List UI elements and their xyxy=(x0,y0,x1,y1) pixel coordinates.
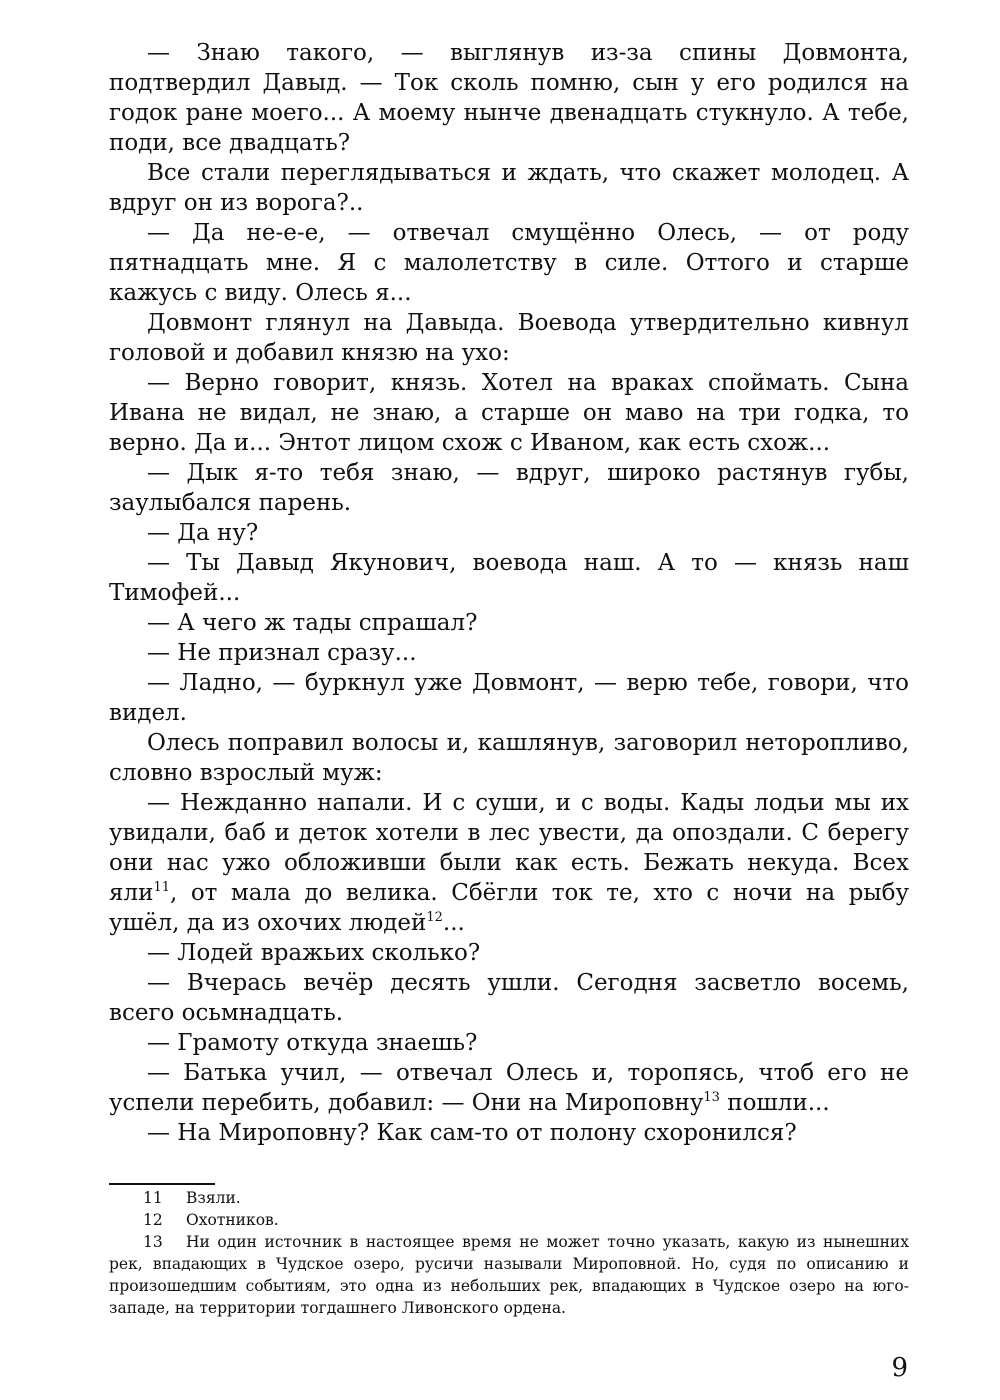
paragraph: Довмонт глянул на Давыда. Воевода утвердительно кивнул головой и добавил князю на ухо: xyxy=(109,310,909,366)
main-text xyxy=(109,38,909,1148)
footnote-ref-11[interactable]: 11 xyxy=(153,880,170,895)
paragraph: — Да не-е-е, — отвечал смущённо Олесь, — от роду пятнадцать мне. Я с малолетству в силе. Оттого и старше кажусь с виду. Олесь я... xyxy=(109,220,909,306)
paragraph: — Ладно, — буркнул уже Довмонт, — верю тебе, говори, что видел. xyxy=(109,670,909,726)
paragraph: — Знаю такого, — выглянув из-за спины Довмонта, подтвердил Давыд. — Ток сколь помню, сын у его родился на годок ране моего... А моему нынче двенадцать стукнуло. А тебе, поди, все двадцать? xyxy=(109,40,909,156)
paragraph: — На Мироповну? Как сам-то от полону схоронился? xyxy=(147,1120,797,1146)
paragraph: — Грамоту откуда знаешь? xyxy=(147,1030,478,1056)
paragraph-text: , от мала до велика. Сбёгли ток те, хто с ночи на рыбу ушёл, да из охочих людей xyxy=(109,880,909,936)
footnote-number: 12 xyxy=(143,1211,163,1229)
footnote-text: Взяли. xyxy=(186,1189,241,1207)
paragraph: — Верно говорит, князь. Хотел на враках споймать. Сына Ивана не видал, не знаю, а старше он маво на три годка, то верно. Да и... Энтот лицом схож с Иваном, как есть схож... xyxy=(109,370,909,456)
paragraph: — Да ну? xyxy=(147,520,259,546)
footnote-number: 13 xyxy=(143,1233,163,1251)
footnote-11 xyxy=(109,1187,909,1209)
footnote-12 xyxy=(109,1209,909,1231)
paragraph: — Не признал сразу... xyxy=(147,640,417,666)
footnote-ref-12[interactable]: 12 xyxy=(426,910,443,925)
paragraph-with-footnote xyxy=(109,1058,909,1118)
footnote-number: 11 xyxy=(143,1189,163,1207)
paragraph-with-footnotes xyxy=(109,788,909,938)
paragraph: — Дык я-то тебя знаю, — вдруг, широко растянув губы, заулыбался парень. xyxy=(109,460,909,516)
footnote-text: Ни один источник в настоящее время не может точно указать, какую из нынешних рек, впадающих в Чудское озеро, русичи называли Мироповной. Но, судя по описанию и произошедшим событиям, это одна из небольших рек, впадающих в Чудское озеро на юго-западе, на территории тогдашнего Ливонского ордена. xyxy=(109,1233,909,1317)
paragraph: — Ты Давыд Якунович, воевода наш. А то — князь наш Тимофей... xyxy=(109,550,909,606)
footnote-text: Охотников. xyxy=(186,1211,279,1229)
paragraph-text: пошли... xyxy=(719,1090,830,1116)
footnote-13 xyxy=(109,1231,909,1319)
paragraph-text: — Батька учил, — отвечал Олесь и, торопясь, чтоб его не успели перебить, добавил: — Они на Мироповну xyxy=(109,1060,909,1116)
paragraph: — Вчерась вечёр десять ушли. Сегодня засветло восемь, всего осьмнадцать. xyxy=(109,970,909,1026)
paragraph: — Лодей вражьих сколько? xyxy=(147,940,481,966)
page-number: 9 xyxy=(891,1353,908,1383)
footnotes xyxy=(109,1187,909,1319)
paragraph-text: ... xyxy=(442,910,465,936)
paragraph-text: — Нежданно напали. И с суши, и с воды. Кады лодьи мы их увидали, баб и деток хотели в лес увести, да опоздали. С берегу они нас ужо обложивши были как есть. Бежать некуда. Всех яли xyxy=(109,790,909,906)
paragraph: Олесь поправил волосы и, кашлянув, заговорил неторопливо, словно взрослый муж: xyxy=(109,730,909,786)
footnote-divider xyxy=(109,1183,215,1185)
footnote-ref-13[interactable]: 13 xyxy=(703,1090,720,1105)
paragraph: — А чего ж тады спрашал? xyxy=(147,610,478,636)
paragraph: Все стали переглядываться и ждать, что скажет молодец. А вдруг он из ворога?.. xyxy=(109,160,909,216)
